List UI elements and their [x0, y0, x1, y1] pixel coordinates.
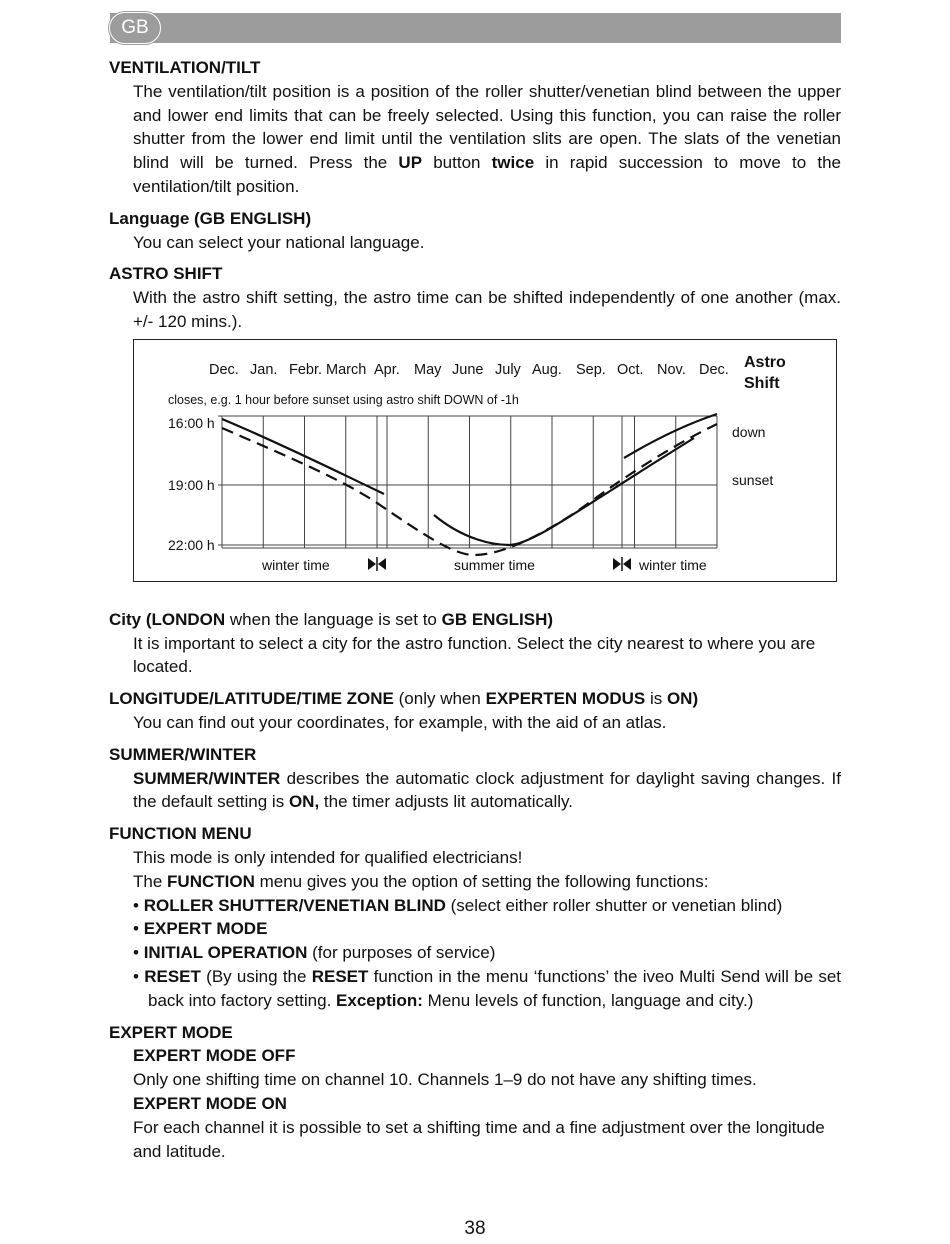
ventilation-text: The ventilation/tilt position is a position of the roller shutter/venetian blind between the upper and lower end limits that can be freely selected. Using this function, you can raise the roller shutter from the lower end limit until the ventilation slits are open. The slats of the venetian blind will be turned. Press the UP button twice in rapid succession to move to the ventilation/tilt position. [133, 81, 841, 196]
expert-off-title: EXPERT MODE OFF [133, 1046, 296, 1066]
dst-marker-autumn [613, 557, 631, 571]
astro-chart-svg [134, 340, 835, 580]
month-label: Jan. [250, 361, 278, 378]
chart-annotation: closes, e.g. 1 hour before sunset using astro shift DOWN of -1h [168, 392, 519, 407]
series-down-winter-left [222, 419, 384, 494]
month-label: Aug. [532, 361, 562, 378]
month-label: Febr. [289, 361, 323, 378]
summer-text: SUMMER/WINTER describes the automatic clock adjustment for daylight saving changes. If the default setting is ON, the timer adjusts lit automatically. [133, 768, 841, 812]
y-tick-19: 19:00 h [168, 476, 215, 493]
month-labels [209, 362, 729, 378]
page-number: 38 [464, 1218, 486, 1239]
astro-text: With the astro shift setting, the astro time can be shifted independently of one another (max. +/- 120 mins.). [133, 288, 841, 331]
function-bullet-4: • RESET (By using the RESET function in the menu ‘functions’ the iveo Multi Send will be set back into factory setting. Exception: Menu levels of function, language and city.) [133, 966, 841, 1010]
function-bullet-3: • INITIAL OPERATION (for purposes of service) [133, 943, 496, 963]
section-title-ventilation: VENTILATION/TILT [109, 58, 261, 77]
page-content [109, 56, 841, 1163]
function-bullet-1: • ROLLER SHUTTER/VENETIAN BLIND (select either roller shutter or venetian blind) [133, 895, 783, 915]
language-badge: GB [109, 12, 161, 44]
function-line2: The FUNCTION menu gives you the option of setting the following functions: [133, 871, 709, 891]
legend-sunset: sunset [732, 471, 774, 488]
month-label: Apr. [374, 361, 400, 378]
expert-off-text: Only one shifting time on channel 10. Channels 1–9 do not have any shifting times. [133, 1070, 757, 1090]
astro-shift-chart [133, 339, 837, 582]
section-title-language: Language (GB ENGLISH) [109, 208, 312, 228]
function-line1: This mode is only intended for qualified electricians! [133, 847, 523, 867]
section-title-summer: SUMMER/WINTER [109, 744, 257, 764]
period-winter-left: winter time [262, 556, 330, 573]
month-label: June [452, 361, 484, 378]
month-label: March [326, 361, 367, 378]
month-label: Dec. [209, 361, 239, 378]
section-title-longitude: LONGITUDE/LATITUDE/TIME ZONE (only when EXPERTEN MODUS is ON) [109, 689, 699, 709]
section-title-city: City (LONDON when the language is set to GB ENGLISH) [109, 609, 554, 629]
language-text: You can select your national language. [133, 232, 425, 252]
month-label: Dec. [699, 361, 729, 378]
month-label: July [495, 361, 521, 378]
y-tick-22: 22:00 h [168, 536, 215, 553]
function-bullet-2: • EXPERT MODE [133, 919, 268, 939]
dst-marker-spring [368, 557, 386, 571]
longitude-text: You can find out your coordinates, for example, with the aid of an atlas. [133, 712, 667, 732]
period-winter-right: winter time [639, 556, 707, 573]
period-summer: summer time [454, 556, 535, 573]
section-title-expert: EXPERT MODE [109, 1022, 233, 1042]
series-down-summer [434, 438, 694, 545]
city-text: It is important to select a city for the astro function. Select the city nearest to where you are located. [133, 633, 816, 677]
month-label: Nov. [657, 361, 686, 378]
header-bar [110, 13, 841, 43]
y-tick-16: 16:00 h [168, 414, 215, 431]
expert-on-title: EXPERT MODE ON [133, 1093, 287, 1113]
chart-title-line2: Shift [744, 374, 780, 392]
section-title-astro: ASTRO SHIFT [109, 264, 223, 284]
chart-grid [218, 416, 717, 548]
section-title-function: FUNCTION MENU [109, 824, 252, 844]
chart-title-line1: Astro [744, 353, 786, 371]
expert-on-text: For each channel it is possible to set a shifting time and a fine adjustment over the longitude and latitude. [133, 1117, 825, 1161]
month-label: Oct. [617, 361, 644, 378]
legend-down: down [732, 423, 766, 440]
month-label: May [414, 361, 442, 378]
month-label: Sep. [576, 361, 606, 378]
